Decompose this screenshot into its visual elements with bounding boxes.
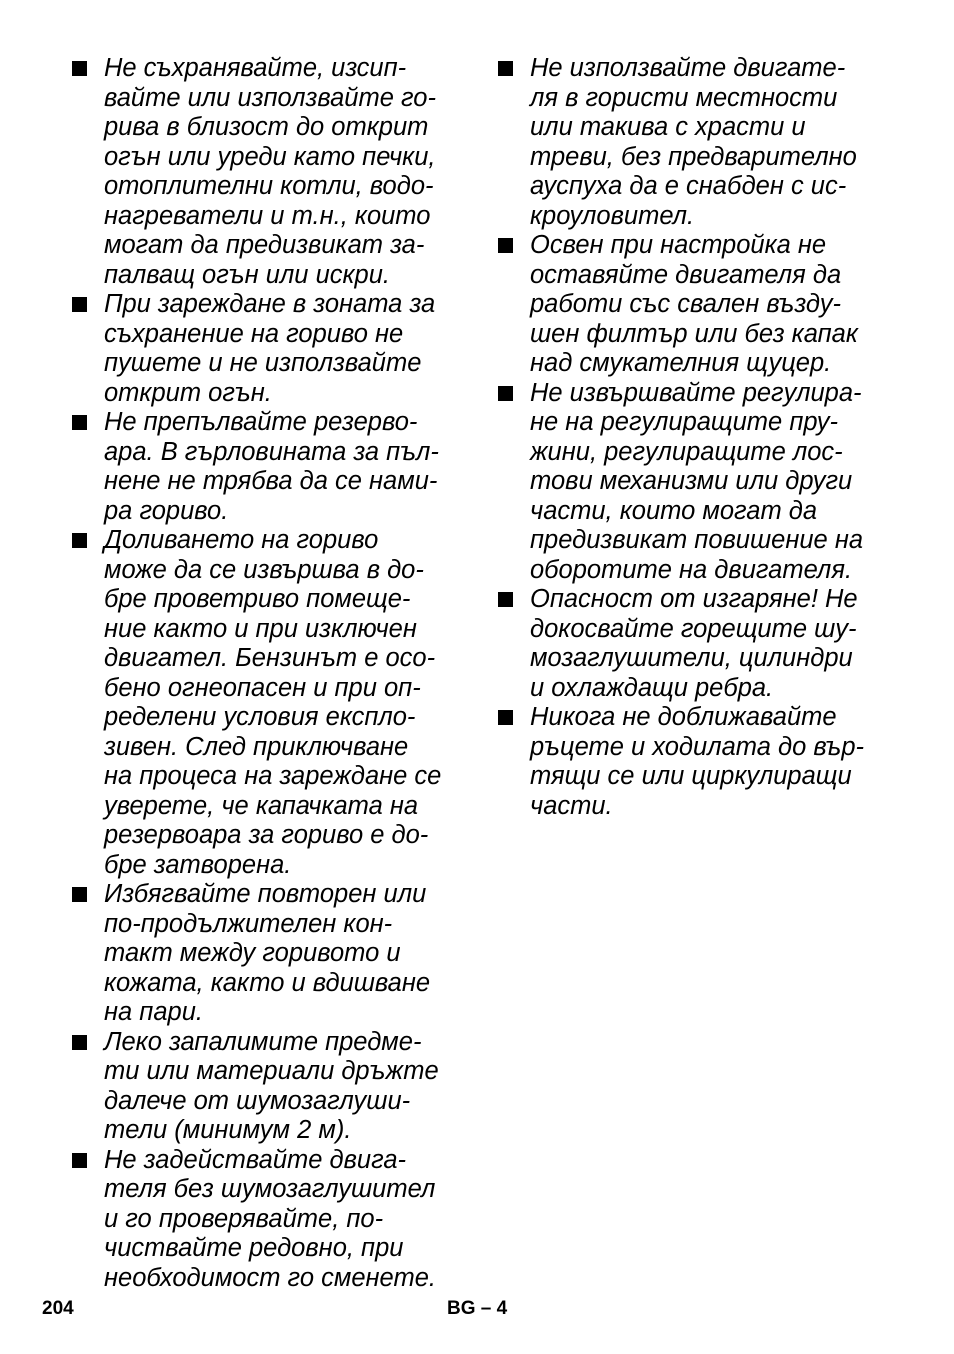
page-number: 204 <box>42 1298 74 1319</box>
list-item-text-line: Никога не доближавайте <box>530 703 837 731</box>
list-item-text-line: тящи се или циркулиращи <box>530 762 852 790</box>
list-item-text-line: ля в гористи местности <box>530 83 838 112</box>
list-item-text-line: може да се извършва в до- <box>104 555 424 584</box>
list-item <box>70 1028 470 1146</box>
list-item-text-line: кожата, както и вдишване <box>104 968 431 997</box>
square-bullet-icon <box>498 710 513 725</box>
list-item-text-line: предизвикат повишение на <box>530 526 864 554</box>
list-item <box>496 54 896 231</box>
list-item-text-line: треви, без предварително <box>530 142 857 171</box>
list-item-text-line: отоплителни котли, водо- <box>104 172 434 200</box>
list-item-text-line: бре затворена. <box>104 850 292 879</box>
square-bullet-icon <box>498 386 513 401</box>
list-item-text-line: Освен при настройка не <box>530 231 827 259</box>
list-item-text-line: Не съхранявайте, изсип- <box>104 54 407 82</box>
list-item-text-line: далече от шумозаглуши- <box>104 1086 411 1115</box>
list-item-text-line: нене не трябва да се нами- <box>104 467 438 495</box>
list-item-text-line: ределени условия експло- <box>104 703 416 731</box>
list-item-text-line: нагреватели и т.н., които <box>104 201 431 230</box>
list-item-text-line: огън или уреди като печки, <box>104 142 436 171</box>
list-item <box>70 526 470 880</box>
list-item <box>70 880 470 1028</box>
list-item <box>70 54 470 290</box>
list-item-text-line: и охлаждащи ребра. <box>530 673 774 702</box>
square-bullet-icon <box>72 297 87 312</box>
list-item-text-line: кроуловител. <box>530 201 695 230</box>
list-item-text-line: Доливането на гориво <box>104 526 379 554</box>
list-item-text-line: необходимост го сменете. <box>104 1263 436 1292</box>
square-bullet-icon <box>72 1035 87 1050</box>
list-item-text-line: ръцете и ходилата до вър- <box>530 732 865 761</box>
square-bullet-icon <box>72 415 87 430</box>
list-item-text-line: уверете, че капачката на <box>104 791 419 820</box>
list-item-text-line: такт между горивото и <box>104 939 401 967</box>
list-item-text-line: жини, регулиращите лос- <box>530 437 843 466</box>
list-item-text-line: При зареждане в зоната за <box>104 290 436 318</box>
square-bullet-icon <box>498 238 513 253</box>
list-item-text-line: ти или материали дръжте <box>104 1057 439 1085</box>
square-bullet-icon <box>72 887 87 902</box>
list-item-text-line: открит огън. <box>104 378 272 407</box>
section-label: BG – 4 <box>447 1298 508 1319</box>
square-bullet-icon <box>72 1153 87 1168</box>
list-item-text-line: двигател. Бензинът е осо- <box>104 644 436 672</box>
list-item-text-line: тели (минимум 2 м). <box>104 1116 352 1144</box>
list-item-text-line: над смукателния щуцер. <box>530 349 832 377</box>
square-bullet-icon <box>72 61 87 76</box>
list-item <box>496 231 896 379</box>
list-item-text-line: чиствайте редовно, при <box>104 1234 404 1262</box>
list-item-text-line: шен филтър или без капак <box>530 319 858 348</box>
list-item <box>496 379 896 586</box>
list-item-text-line: части, които могат да <box>530 496 818 525</box>
list-item-text-line: Не използвайте двигате- <box>530 54 846 82</box>
list-item <box>496 585 896 703</box>
list-item-text-line: бре проветриво помеще- <box>104 585 411 613</box>
list-item <box>496 703 896 821</box>
list-item-text-line: докосвайте горещите шу- <box>530 614 857 643</box>
list-item-text-line: не на регулиращите пру- <box>530 408 838 436</box>
list-item-text-line: ние както и при изключен <box>104 614 417 643</box>
list-item <box>70 408 470 526</box>
list-item-text-line: бено огнеопасен и при оп- <box>104 673 421 702</box>
list-item-text-line: Избягвайте повторен или <box>104 880 427 908</box>
list-item-text-line: Не задействайте двига- <box>104 1145 407 1174</box>
list-item <box>70 1146 470 1294</box>
list-item-text-line: оборотите на двигателя. <box>530 555 853 584</box>
list-item-text-line: Не препълвайте резерво- <box>104 408 418 436</box>
list-item-text-line: палващ огън или искри. <box>104 260 390 289</box>
list-item-text-line: оставяйте двигателя да <box>530 260 842 289</box>
list-item-text-line: зивен. След приключване <box>104 732 409 761</box>
list-item-text-line: и го проверявайте, по- <box>104 1204 384 1233</box>
square-bullet-icon <box>498 592 513 607</box>
list-item-text-line: могат да предизвикат за- <box>104 231 425 259</box>
list-item-text-line: пушете и не използвайте <box>104 349 422 377</box>
right-column <box>496 54 896 821</box>
square-bullet-icon <box>498 61 513 76</box>
list-item-text-line: Опасност от изгаряне! Не <box>530 585 858 613</box>
list-item-text-line: ра гориво. <box>104 496 229 525</box>
list-item-text-line: мозаглушители, цилиндри <box>530 644 853 672</box>
list-item-text-line: съхранение на гориво не <box>104 319 404 348</box>
list-item-text-line: на пари. <box>104 998 203 1026</box>
left-column <box>70 54 470 1293</box>
list-item-text-line: на процеса на зареждане се <box>104 762 442 790</box>
list-item-text-line: ауспуха да е снабден с ис- <box>530 172 847 200</box>
list-item-text-line: по-продължителен кон- <box>104 909 393 938</box>
list-item <box>70 290 470 408</box>
list-item-text-line: теля без шумозаглушител <box>104 1175 436 1203</box>
list-item-text-line: части. <box>530 791 613 820</box>
list-item-text-line: вайте или използвайте го- <box>104 83 436 112</box>
list-item-text-line: Леко запалимите предме- <box>104 1027 422 1056</box>
square-bullet-icon <box>72 533 87 548</box>
list-item-text-line: резервоара за гориво е до- <box>104 821 429 849</box>
list-item-text-line: Не извършвайте регулира- <box>530 378 862 407</box>
list-item-text-line: или такива с храсти и <box>530 113 806 141</box>
list-item-text-line: тови механизми или други <box>530 467 853 495</box>
list-item-text-line: рива в близост до открит <box>104 113 429 141</box>
list-item-text-line: ара. В гърловината за пъл- <box>104 437 439 466</box>
list-item-text-line: работи със свален възду- <box>530 290 841 318</box>
